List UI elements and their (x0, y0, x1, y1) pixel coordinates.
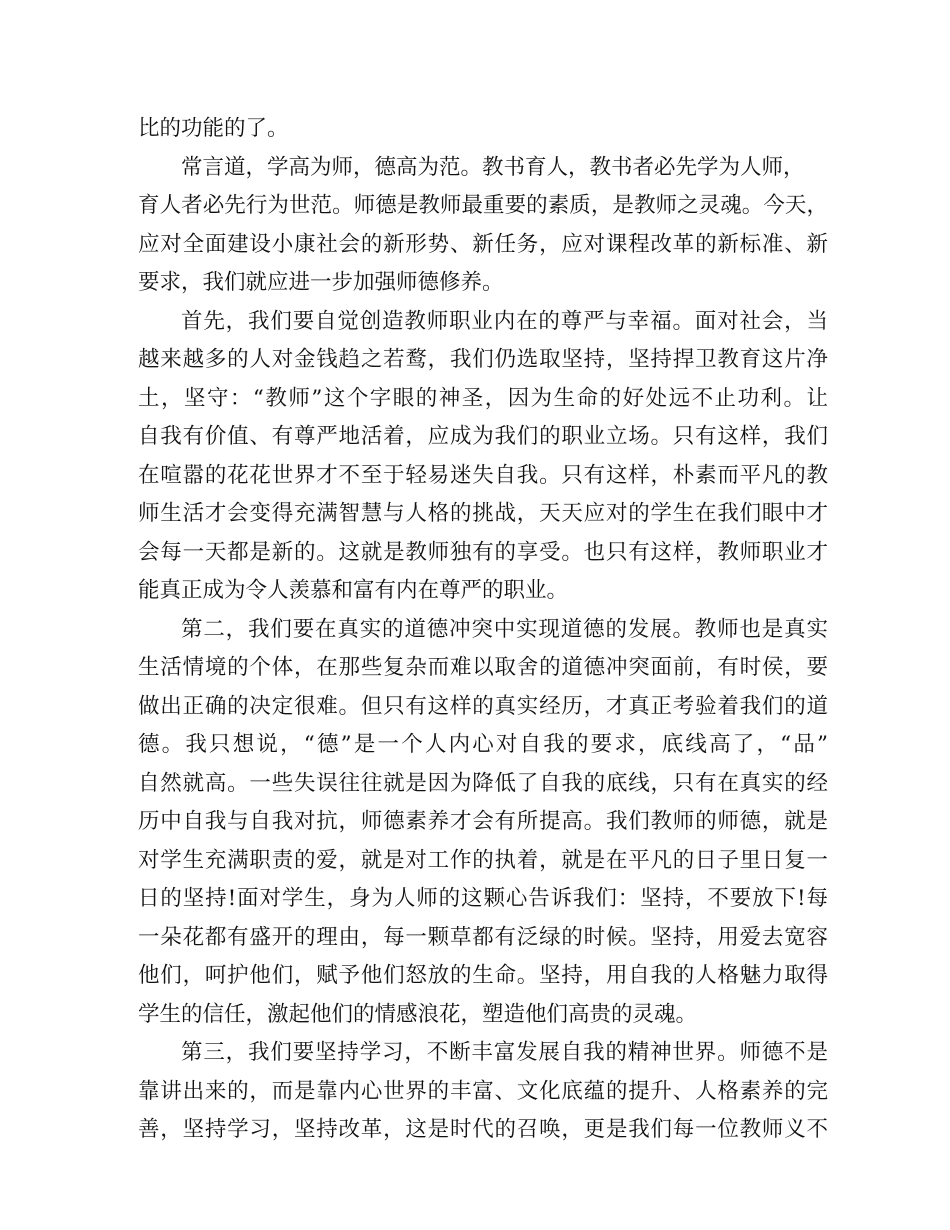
text-line: 第三，我们要坚持学习，不断丰富发展自我的精神世界。师德不是 (181, 1040, 828, 1065)
text-line: 对学生充满职责的爱，就是对工作的执着，就是在平凡的日子里日复一 (138, 847, 828, 873)
text-line: 一朵花都有盛开的理由，每一颗草都有泛绿的时候。坚持，用爱去宽容 (138, 924, 828, 950)
text-line: 靠讲出来的，而是靠内心世界的丰富、文化底蕴的提升、人格素养的完 (138, 1078, 828, 1104)
text-line: 历中自我与自我对抗，师德素养才会有所提高。我们教师的师德，就是 (138, 809, 828, 834)
text-line: 越来越多的人对金钱趋之若鹜，我们仍选取坚持，坚持捍卫教育这片净 (138, 347, 828, 372)
text-line: 他们，呵护他们，赋予他们怒放的生命。坚持，用自我的人格魅力取得 (138, 963, 828, 988)
text-line: 常言道，学高为师，德高为范。教书育人，教书者必先学为人师， (181, 154, 805, 180)
text-line: 日的坚持!面对学生，身为人师的这颗心告诉我们：坚持，不要放下!每 (138, 886, 828, 911)
text-line: 生活情境的个体，在那些复杂而难以取舍的道德冲突面前，有时侯，要 (138, 655, 828, 680)
text-line: 能真正成为令人羡慕和富有内在尊严的职业。 (138, 578, 569, 603)
text-line: 会每一天都是新的。这就是教师独有的享受。也只有这样，教师职业才 (138, 539, 828, 565)
text-line: 做出正确的决定很难。但只有这样的真实经历，才真正考验着我们的道 (138, 693, 828, 719)
text-line: 土，坚守：“教师”这个字眼的神圣，因为生命的好处远不止功利。让 (138, 385, 828, 411)
text-line: 善，坚持学习，坚持改革，这是时代的召唤，更是我们每一位教师义不 (138, 1117, 828, 1142)
text-line: 在喧嚣的花花世界才不至于轻易迷失自我。只有这样，朴素而平凡的教 (138, 462, 828, 488)
text-line: 应对全面建设小康社会的新形势、新任务，应对课程改革的新标准、新 (138, 231, 828, 257)
text-line: 德。我只想说，“德”是一个人内心对自我的要求，底线高了，“品” (138, 732, 828, 757)
text-line: 首先，我们要自觉创造教师职业内在的尊严与幸福。面对社会，当 (181, 308, 828, 334)
text-line: 师生活才会变得充满智慧与人格的挑战，天天应对的学生在我们眼中才 (138, 501, 828, 526)
body-text (138, 110, 828, 1150)
text-line: 第二，我们要在真实的道德冲突中实现道德的发展。教师也是真实 (181, 616, 828, 642)
text-line: 比的功能的了。 (138, 116, 289, 141)
text-line: 要求，我们就应进一步加强师德修养。 (138, 270, 504, 295)
text-line: 育人者必先行为世范。师德是教师最重要的素质，是教师之灵魂。今天， (138, 193, 828, 218)
text-line: 学生的信任，激起他们的情感浪花，塑造他们高贵的灵魂。 (138, 1001, 698, 1027)
text-line: 自然就高。一些失误往往就是因为降低了自我的底线，只有在真实的经 (138, 770, 828, 796)
text-line: 自我有价值、有尊严地活着，应成为我们的职业立场。只有这样，我们 (138, 424, 828, 449)
